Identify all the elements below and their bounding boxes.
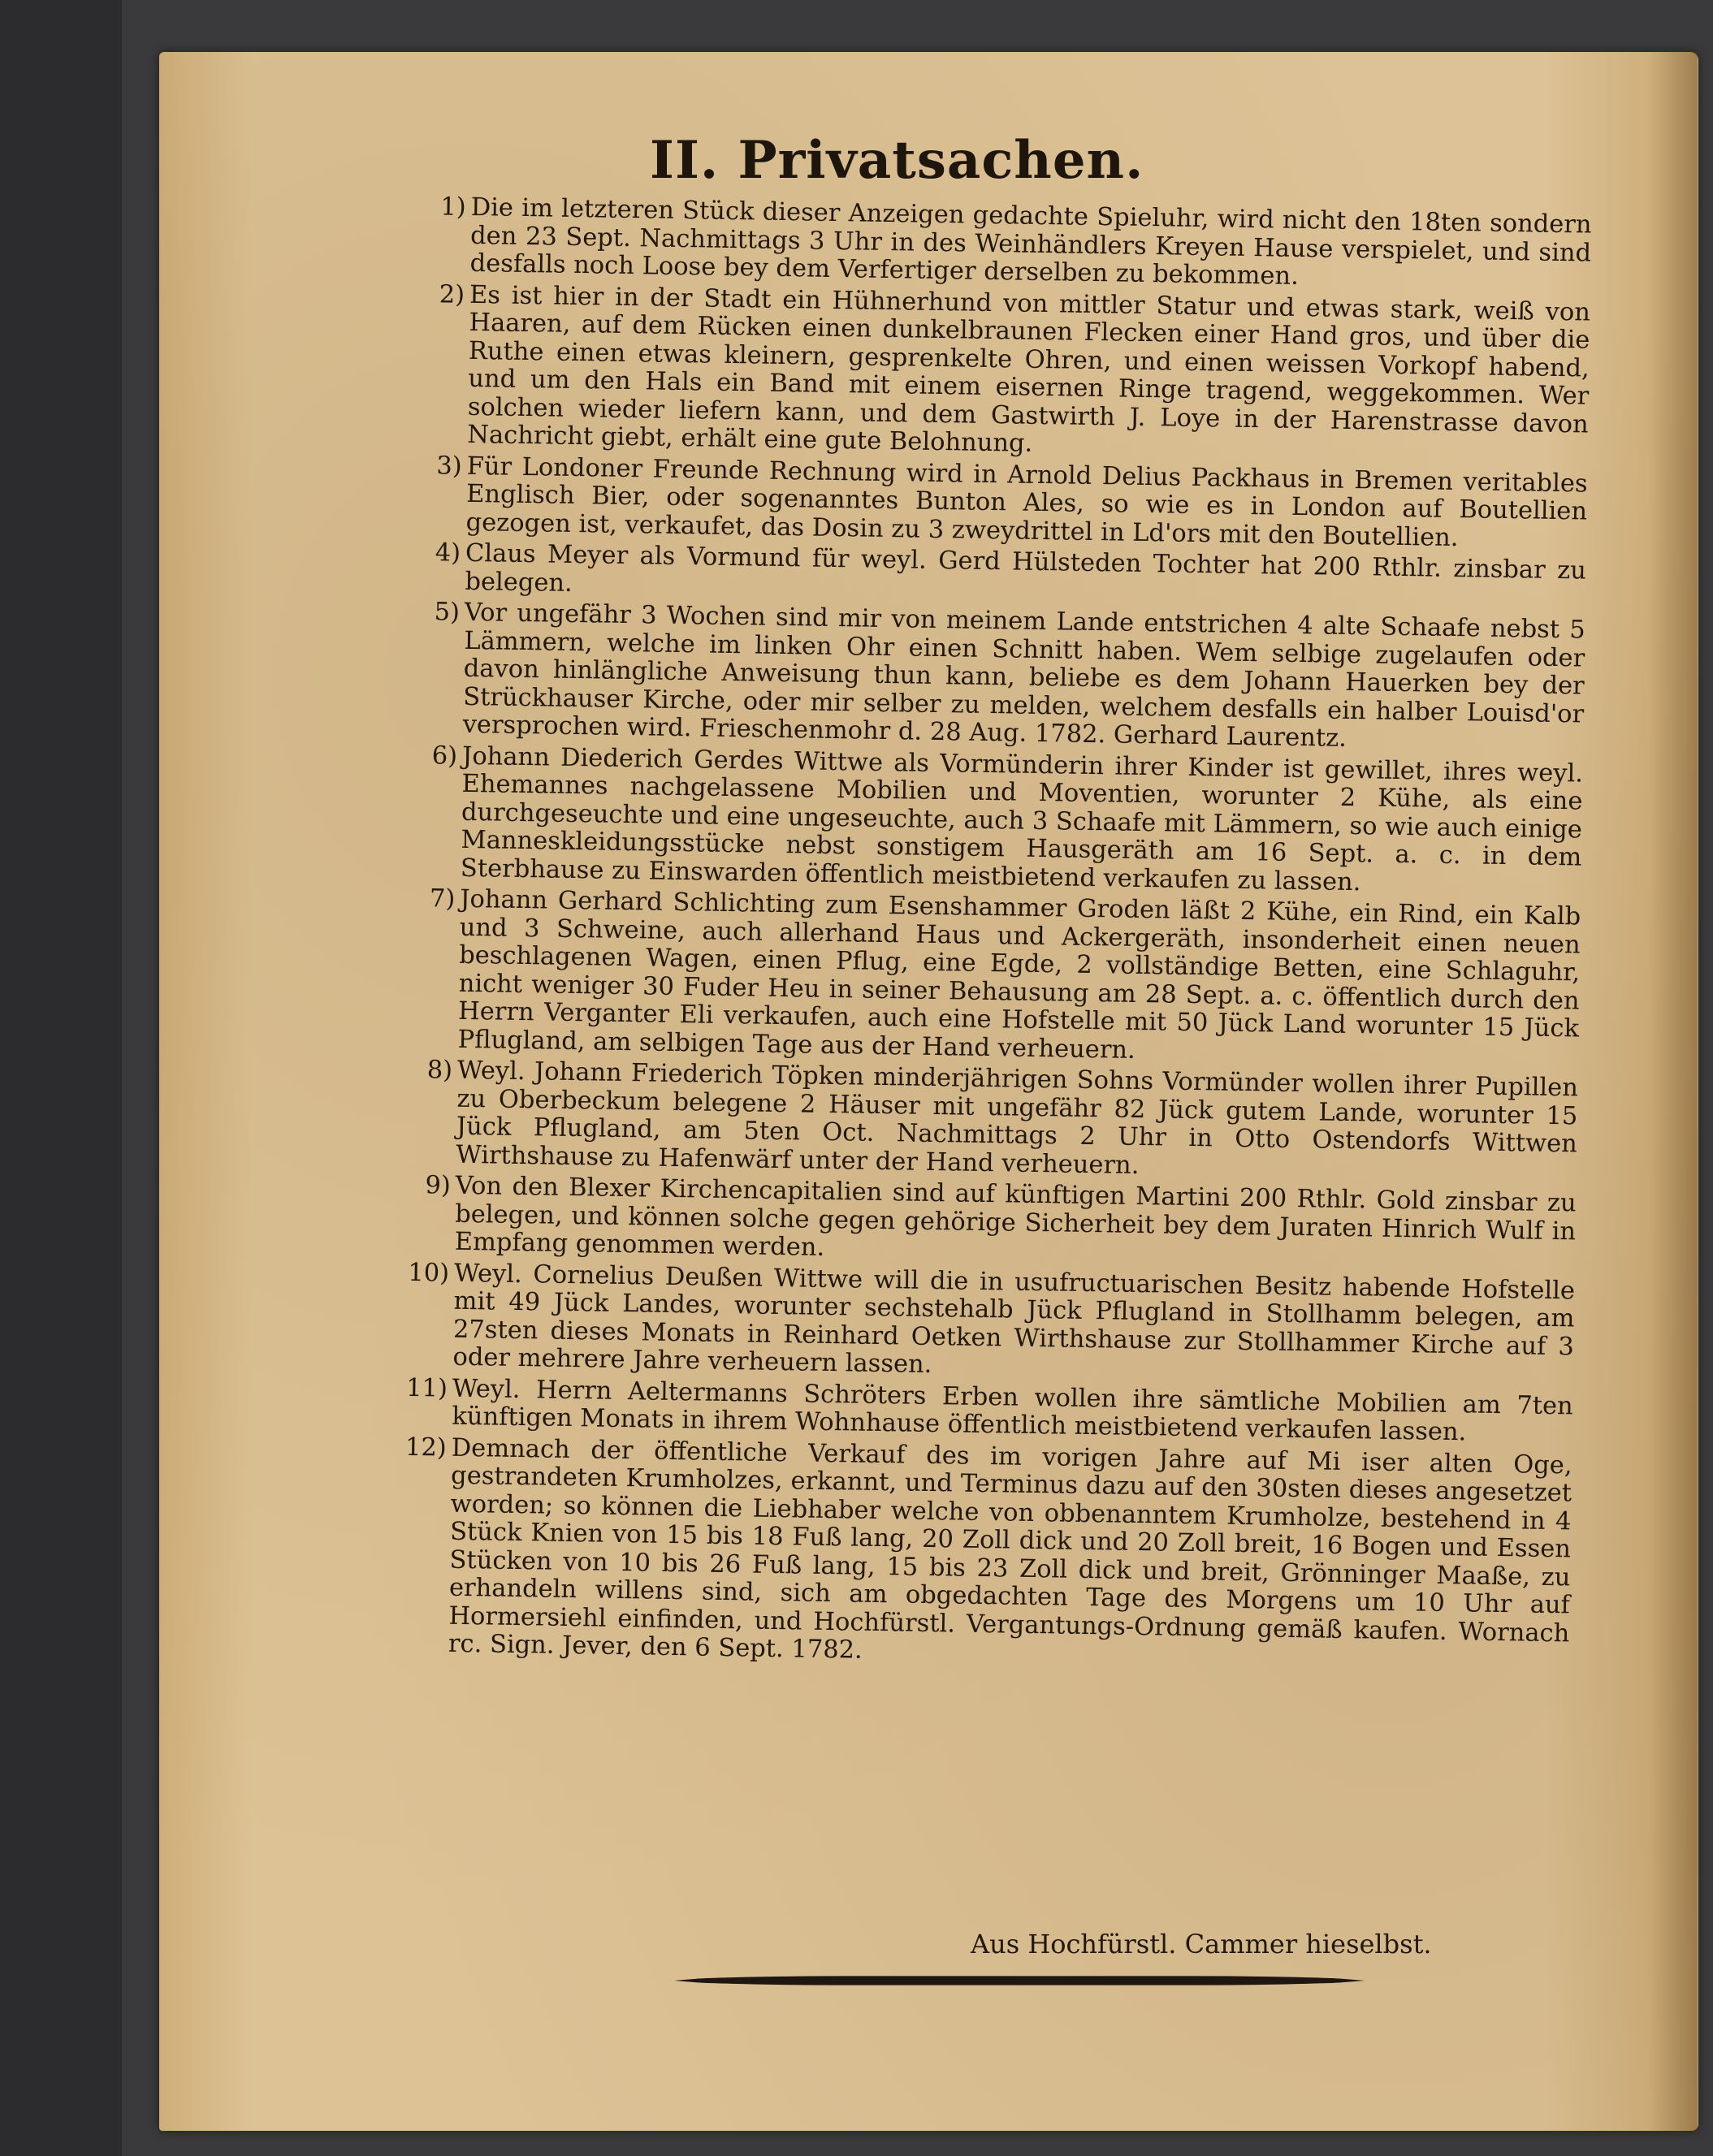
entry-number: 5) [434, 598, 461, 627]
list-item [407, 1056, 1578, 1187]
entry-text: Weyl. Johann Friederich Töpken minderjährigen Sohns Vormünder wollen ihrer Pupillen zu Oberbeckum belegene 2 Häuser mit ungefähr 82 Jück gutem Lande, worunter 15 Jück Pflugland, am 5ten Oct. Nachmittags 2 Uhr in Otto Ostendorfs Wittwen Wirthshause zu Hafenwärf unter der Hand verheuern. [456, 1056, 1579, 1180]
entry-number: 7) [429, 884, 456, 914]
list-item [400, 1433, 1572, 1676]
closing-rule [674, 1975, 1365, 1986]
entry-number: 6) [431, 741, 458, 771]
section-heading: II. Privatsachen. [650, 130, 1144, 191]
entry-number: 2) [439, 279, 465, 309]
entry-text: Vor ungefähr 3 Wochen sind mir von meinem Lande entstrichen 4 alte Schaafe nebst 5 Lämmern, welche im linken Ohr einen Schnitt haben. Wem selbige zugelaufen oder davon hinlängliche Anweisung thun kann, beliebe es dem Johann Hauerken bey der Strückhauser Kirche, oder mir selber zu melden, welchem desfalls ein halber Louisd'or versprochen wird. Frieschenmohr d. 28 Aug. 1782. Gerhard Laurentz. [462, 598, 1586, 753]
entry-text: Demnach der öffentliche Verkauf des im vorigen Jahre auf Mi iser alten Oge, gestrandeten Krumholzes, erkannt, und Terminus dazu auf den 30sten dieses angesetzet worden; so können die Liebhaber welche von obbenanntem Krumholze, bestehend in 4 Stück Knien von 15 bis 18 Fuß lang, 20 Zoll dick und 20 Zoll breit, 16 Bogen und Essen Stücken von 10 bis 26 Fuß lang, 15 bis 23 Zoll dick und breit, Grönninger Maaße, zu erhandeln willens sind, sich am obgedachten Tage des Morgens um 10 Uhr auf Hormersiehl einfinden, und Hochfürstl. Vergantungs-Ordnung gemäß kaufen. Wornach rc. Sign. Jever, den 6 Sept. 1782. [448, 1433, 1572, 1665]
list-item [417, 452, 1587, 554]
entry-number: 11) [405, 1373, 448, 1403]
entry-number: 12) [404, 1432, 448, 1463]
scanner-backdrop [0, 0, 122, 2156]
signature-line: Aus Hochfürstl. Cammer hieselbst. [971, 1929, 1432, 1959]
page-gutter-shadow [1649, 52, 1698, 2131]
entry-text: Weyl. Herrn Aeltermanns Schröters Erben wollen ihre sämtliche Mobilien am 7ten künftigen Monats in ihrem Wohnhause öffentlich meistbietend verkaufen lassen. [452, 1374, 1573, 1447]
entry-number: 3) [436, 451, 463, 481]
list-item [409, 885, 1581, 1072]
entry-number: 10) [408, 1258, 450, 1288]
list-item [405, 1172, 1576, 1274]
list-item [418, 280, 1590, 467]
list-item [413, 598, 1585, 757]
entry-text: Johann Diederich Gerdes Wittwe als Vormünderin ihrer Kinder ist gewillet, ihres weyl. Ehemannes nachgelassene Mobilien und Moventien, worunter 2 Kühe, als eine durchgeseuchte und eine ungeseuchte, auch 3 Schaafe mit Lämmern, so wie auch einige Manneskleidungsstücke nebst sonstigem Hausgeräth am 16 Sept. a. c. in dem Sterbhause zu Einswarden öffentlich meistbietend verkaufen zu lassen. [460, 741, 1584, 897]
entry-text: Von den Blexer Kirchencapitalien sind auf künftigen Martini 200 Rthlr. Gold zinsbar zu belegen, und können solche gegen gehörige Sicherheit bey dem Juraten Hinrich Wulf in Empfang genommen werden. [454, 1171, 1577, 1262]
entry-text: Weyl. Cornelius Deußen Wittwe will die in usufructuarischen Besitz habende Hofstelle mit 49 Jück Landes, worunter sechstehalb Jück Pflugland in Stollhamm belegen, am 27sten dieses Monats in Reinhard Oetken Wirthshause zur Stollhammer Kirche auf 3 oder mehrere Jahre verheuern lassen. [452, 1259, 1576, 1380]
entry-number: 8) [426, 1056, 453, 1085]
entry-number: 4) [435, 538, 461, 568]
entry-number: 1) [440, 192, 467, 222]
entry-text: Es ist hier in der Stadt ein Hühnerhund von mittler Statur und etwas stark, weiß von Haaren, auf dem Rücken einen dunkelbraunen Flecken einer Hand gros, und über die Ruthe einen etwas kleinern, gesprenkelte Ohren, und einen weissen Vorkopf habend, und um den Hals ein Band mit einem eisernen Ringe tragend, weggekommen. Wer solchen wieder liefern kann, und dem Gastwirth J. Loye in der Harenstrasse davon Nachricht giebt, erhält eine gute Belohnung. [467, 280, 1591, 458]
list-item [421, 193, 1591, 296]
list-item [412, 741, 1584, 900]
entry-text: Die im letzteren Stück dieser Anzeigen gedachte Spieluhr, wird nicht den 18ten sondern den 23 Sept. Nachmittags 3 Uhr in des Weinhändlers Kreyen Hause verspielet, und sind desfalls noch Loose bey dem Verfertiger derselben zu bekommen. [469, 192, 1592, 291]
entry-number: 9) [425, 1171, 452, 1200]
entry-text: Johann Gerhard Schlichting zum Esenshammer Groden läßt 2 Kühe, ein Rind, ein Kalb und 3 Schweine, auch allerhand Haus und Ackergeräth, insonderheit einen neuen beschlagenen Wagen, einen Pflug, eine Egde, 2 vollständige Betten, eine Schlaguhr, nicht weniger 30 Fuder Heu in seiner Behausung am 28 Sept. a. c. öffentlich durch den Herrn Verganter Eli verkaufen, auch eine Hofstelle mit 50 Jück Land worunter 15 Jück Pflugland, am selbigen Tage aus der Hand verheuern. [457, 884, 1581, 1065]
entry-text: Für Londoner Freunde Rechnung wird in Arnold Delius Packhaus in Bremen veritables Englisch Bier, oder sogenanntes Bunton Ales, so wie es in London auf Boutellien gezogen ist, verkaufet, das Dosin zu 3 zweydrittel in Ld'ors mit den Boutellien. [465, 452, 1588, 552]
entry-list [400, 193, 1592, 1679]
entry-text: Claus Meyer als Vormund für weyl. Gerd Hülsteden Tochter hat 200 Rthlr. zinsbar zu belegen. [465, 538, 1587, 598]
list-item [404, 1259, 1575, 1389]
